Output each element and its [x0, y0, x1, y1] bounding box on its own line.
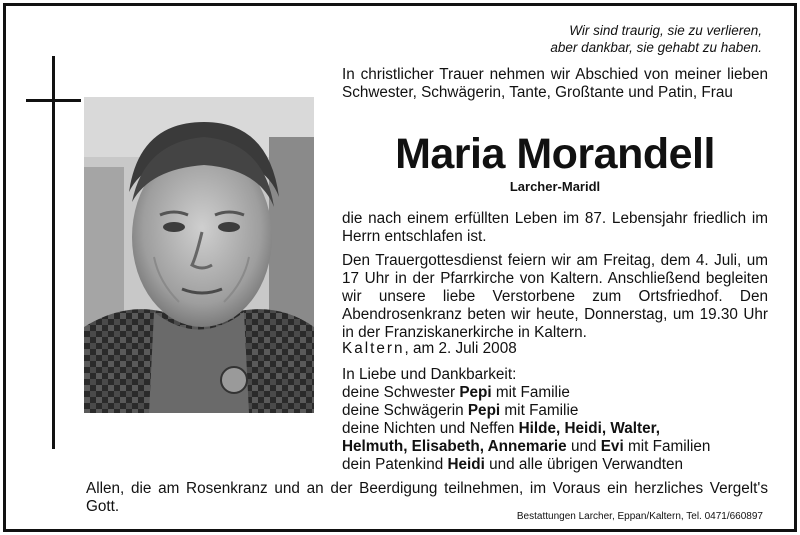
motto-line-1: Wir sind traurig, sie zu verlieren, — [569, 23, 762, 38]
cross-icon — [52, 56, 55, 449]
mourner-name: Pepi — [459, 384, 492, 401]
mourner-text: und — [566, 438, 601, 455]
mourner-text: mit Familie — [500, 402, 579, 419]
mourners-heading: In Liebe und Dankbarkeit: — [342, 366, 517, 383]
mourner-line — [342, 456, 768, 474]
cross-icon-bar — [26, 99, 81, 102]
service-details-text: Den Trauergottesdienst feiern wir am Freitag, dem 4. Juli, um 17 Uhr in der Pfarrkirche von Kaltern. Anschließend begleiten wir unsere liebe Verstorbene zum Ortsfriedhof. Den Abendrosenkranz beten wir heute, Donnerstag, um 19.30 Uhr in der Franziskanerkirche in Kaltern. — [342, 252, 768, 341]
intro-text: In christlicher Trauer nehmen wir Abschied von meiner lieben Schwester, Schwägerin, Tante, Großtante und Patin, Frau — [342, 66, 768, 101]
mourner-text: deine Nichten und Neffen — [342, 420, 519, 437]
date-text: , am 2. Juli 2008 — [404, 340, 517, 357]
mourner-text: mit Familie — [491, 384, 570, 401]
mourner-line — [342, 402, 768, 420]
motto-line-2: aber dankbar, sie gehabt zu haben. — [550, 40, 762, 55]
mourner-text: deine Schwester — [342, 384, 460, 401]
death-notice-text: die nach einem erfüllten Leben im 87. Lebensjahr friedlich im Herrn entschlafen ist. — [342, 210, 768, 245]
motto — [550, 22, 762, 56]
mourner-text: mit Familien — [623, 438, 711, 455]
mourner-name: Hilde, Heidi, Walter, — [518, 420, 660, 437]
mourner-line — [342, 438, 768, 456]
mourner-line — [342, 384, 768, 402]
mourner-text: und alle übrigen Verwandten — [484, 456, 684, 473]
mourner-name: Heidi — [447, 456, 485, 473]
mourner-text: deine Schwägerin — [342, 402, 468, 419]
closing-thanks: Allen, die am Rosenkranz und an der Beerdigung teilnehmen, im Voraus ein herzliches Vergelt's Gott. — [86, 480, 768, 515]
deceased-maiden-name: Larcher-Maridl — [509, 179, 601, 194]
portrait-illustration — [84, 97, 314, 413]
deceased-name: Maria Morandell — [395, 130, 715, 178]
mourner-line — [342, 420, 768, 438]
mourner-text: dein Patenkind — [342, 456, 448, 473]
mourner-name: Pepi — [467, 402, 501, 419]
mourners-list — [342, 366, 768, 474]
undertaker-credit: Bestattungen Larcher, Eppan/Kaltern, Tel. 0471/660897 — [516, 511, 763, 522]
place-name: Kaltern — [342, 340, 405, 357]
mourner-name: Helmuth, Elisabeth, Annemarie — [342, 438, 567, 455]
mourner-name: Evi — [600, 438, 624, 455]
place-date — [342, 340, 768, 358]
portrait-photo — [84, 97, 314, 413]
